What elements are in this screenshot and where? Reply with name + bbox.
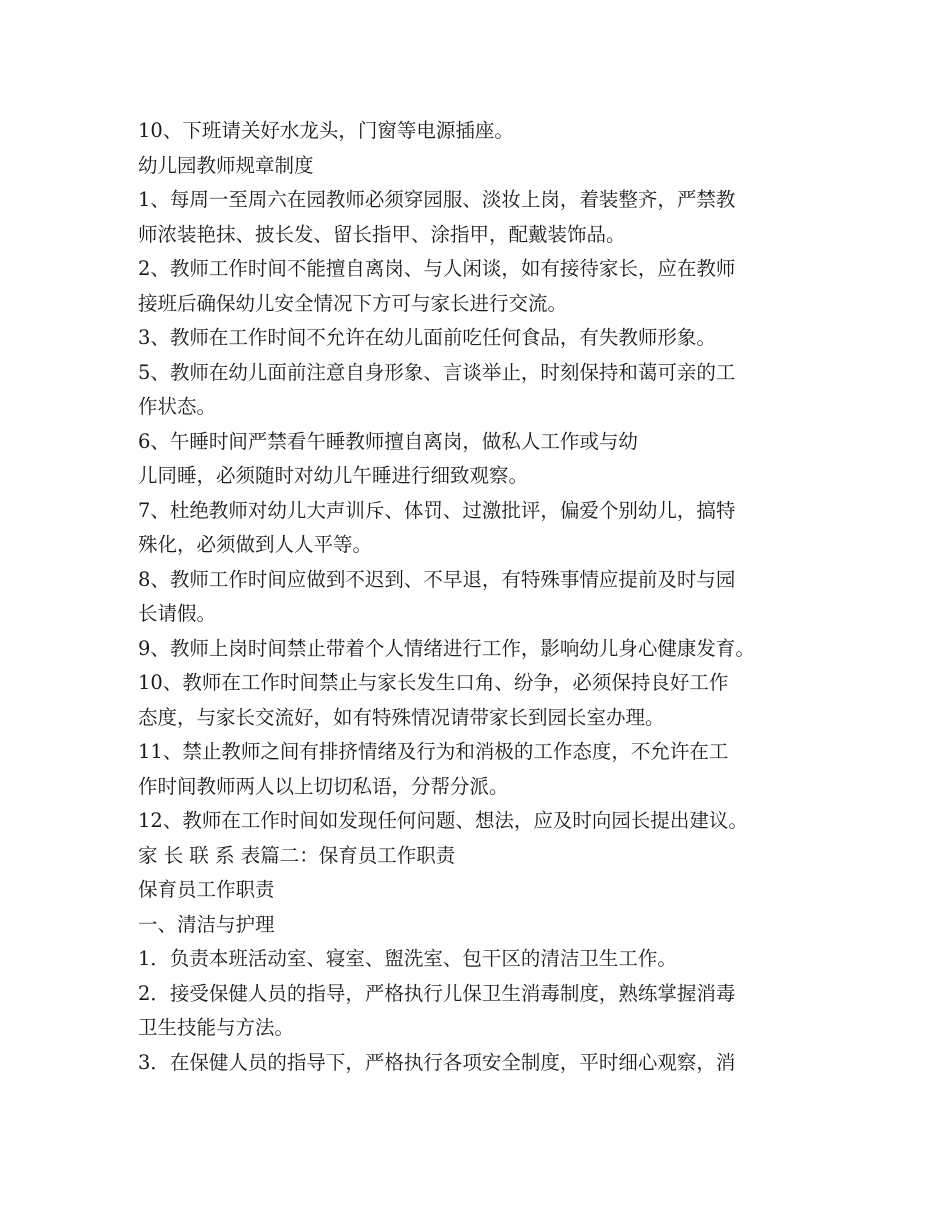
text-line: 5、教师在幼儿面前注意自身形象、言谈举止，时刻保持和蔼可亲的工 — [138, 360, 736, 384]
text-line: 1、每周一至周六在园教师必须穿园服、淡妆上岗，着装整齐，严禁教 — [138, 188, 736, 211]
text-line: 长请假。 — [138, 602, 217, 625]
text-line: 2、教师工作时间不能擅自离岗、与人闲谈，如有接待家长，应在教师 — [138, 257, 736, 280]
text-line: 3、教师在工作时间不允许在幼儿面前吃任何食品，有失教师形象。 — [138, 326, 716, 349]
text-line: 殊化，必须做到人人平等。 — [138, 533, 373, 556]
text-line: 6、午睡时间严禁看午睡教师擅自离岗，做私人工作或与幼 — [138, 429, 638, 453]
text-line: 师浓装艳抹、披长发、留长指甲、涂指甲，配戴装饰品。 — [138, 222, 626, 246]
text-line: 态度，与家长交流好，如有特殊情况请带家长到园长室办理。 — [138, 705, 665, 729]
text-line: 卫生技能与方法。 — [138, 1016, 295, 1039]
text-line: 12、教师在工作时间如发现任何问题、想法，应及时向园长提出建议。 — [138, 809, 748, 832]
text-line: 接班后确保幼儿安全情况下方可与家长进行交流。 — [138, 291, 568, 315]
text-line: 1．负责本班活动室、寝室、盥洗室、包干区的清洁卫生工作。 — [138, 947, 677, 970]
text-line: 10、下班请关好水龙头，门窗等电源插座。 — [138, 119, 514, 142]
section-heading: 保育员工作职责 — [138, 878, 275, 901]
text-line: 8、教师工作时间应做到不迟到、不早退，有特殊事情应提前及时与园 — [138, 567, 736, 591]
text-line: 9、教师上岗时间禁止带着个人情绪进行工作，影响幼儿身心健康发育。 — [138, 636, 755, 660]
document-body — [138, 114, 838, 1080]
text-line: 11、禁止教师之间有排挤情绪及行为和消极的工作态度，不允许在工 — [138, 740, 729, 763]
text-line: 2．接受保健人员的指导，严格执行儿保卫生消毒制度，熟练掌握消毒 — [138, 981, 736, 1005]
section-heading: 一、清洁与护理 — [138, 912, 275, 936]
text-line: 作时间教师两人以上切切私语，分帮分派。 — [138, 774, 509, 798]
text-line: 3．在保健人员的指导下，严格执行各项安全制度，平时细心观察，消 — [138, 1050, 736, 1074]
text-line: 儿同睡，必须随时对幼儿午睡进行细致观察。 — [138, 464, 529, 487]
text-line: 7、杜绝教师对幼儿大声训斥、体罚、过激批评，偏爱个别幼儿，搞特 — [138, 498, 736, 522]
section-heading: 幼儿园教师规章制度 — [138, 153, 314, 177]
text-line: 作状态。 — [138, 395, 217, 418]
section-heading: 家 长 联 系 表篇二：保育员工作职责 — [138, 843, 456, 867]
text-line: 10、教师在工作时间禁止与家长发生口角、纷争，必须保持良好工作 — [138, 671, 729, 694]
